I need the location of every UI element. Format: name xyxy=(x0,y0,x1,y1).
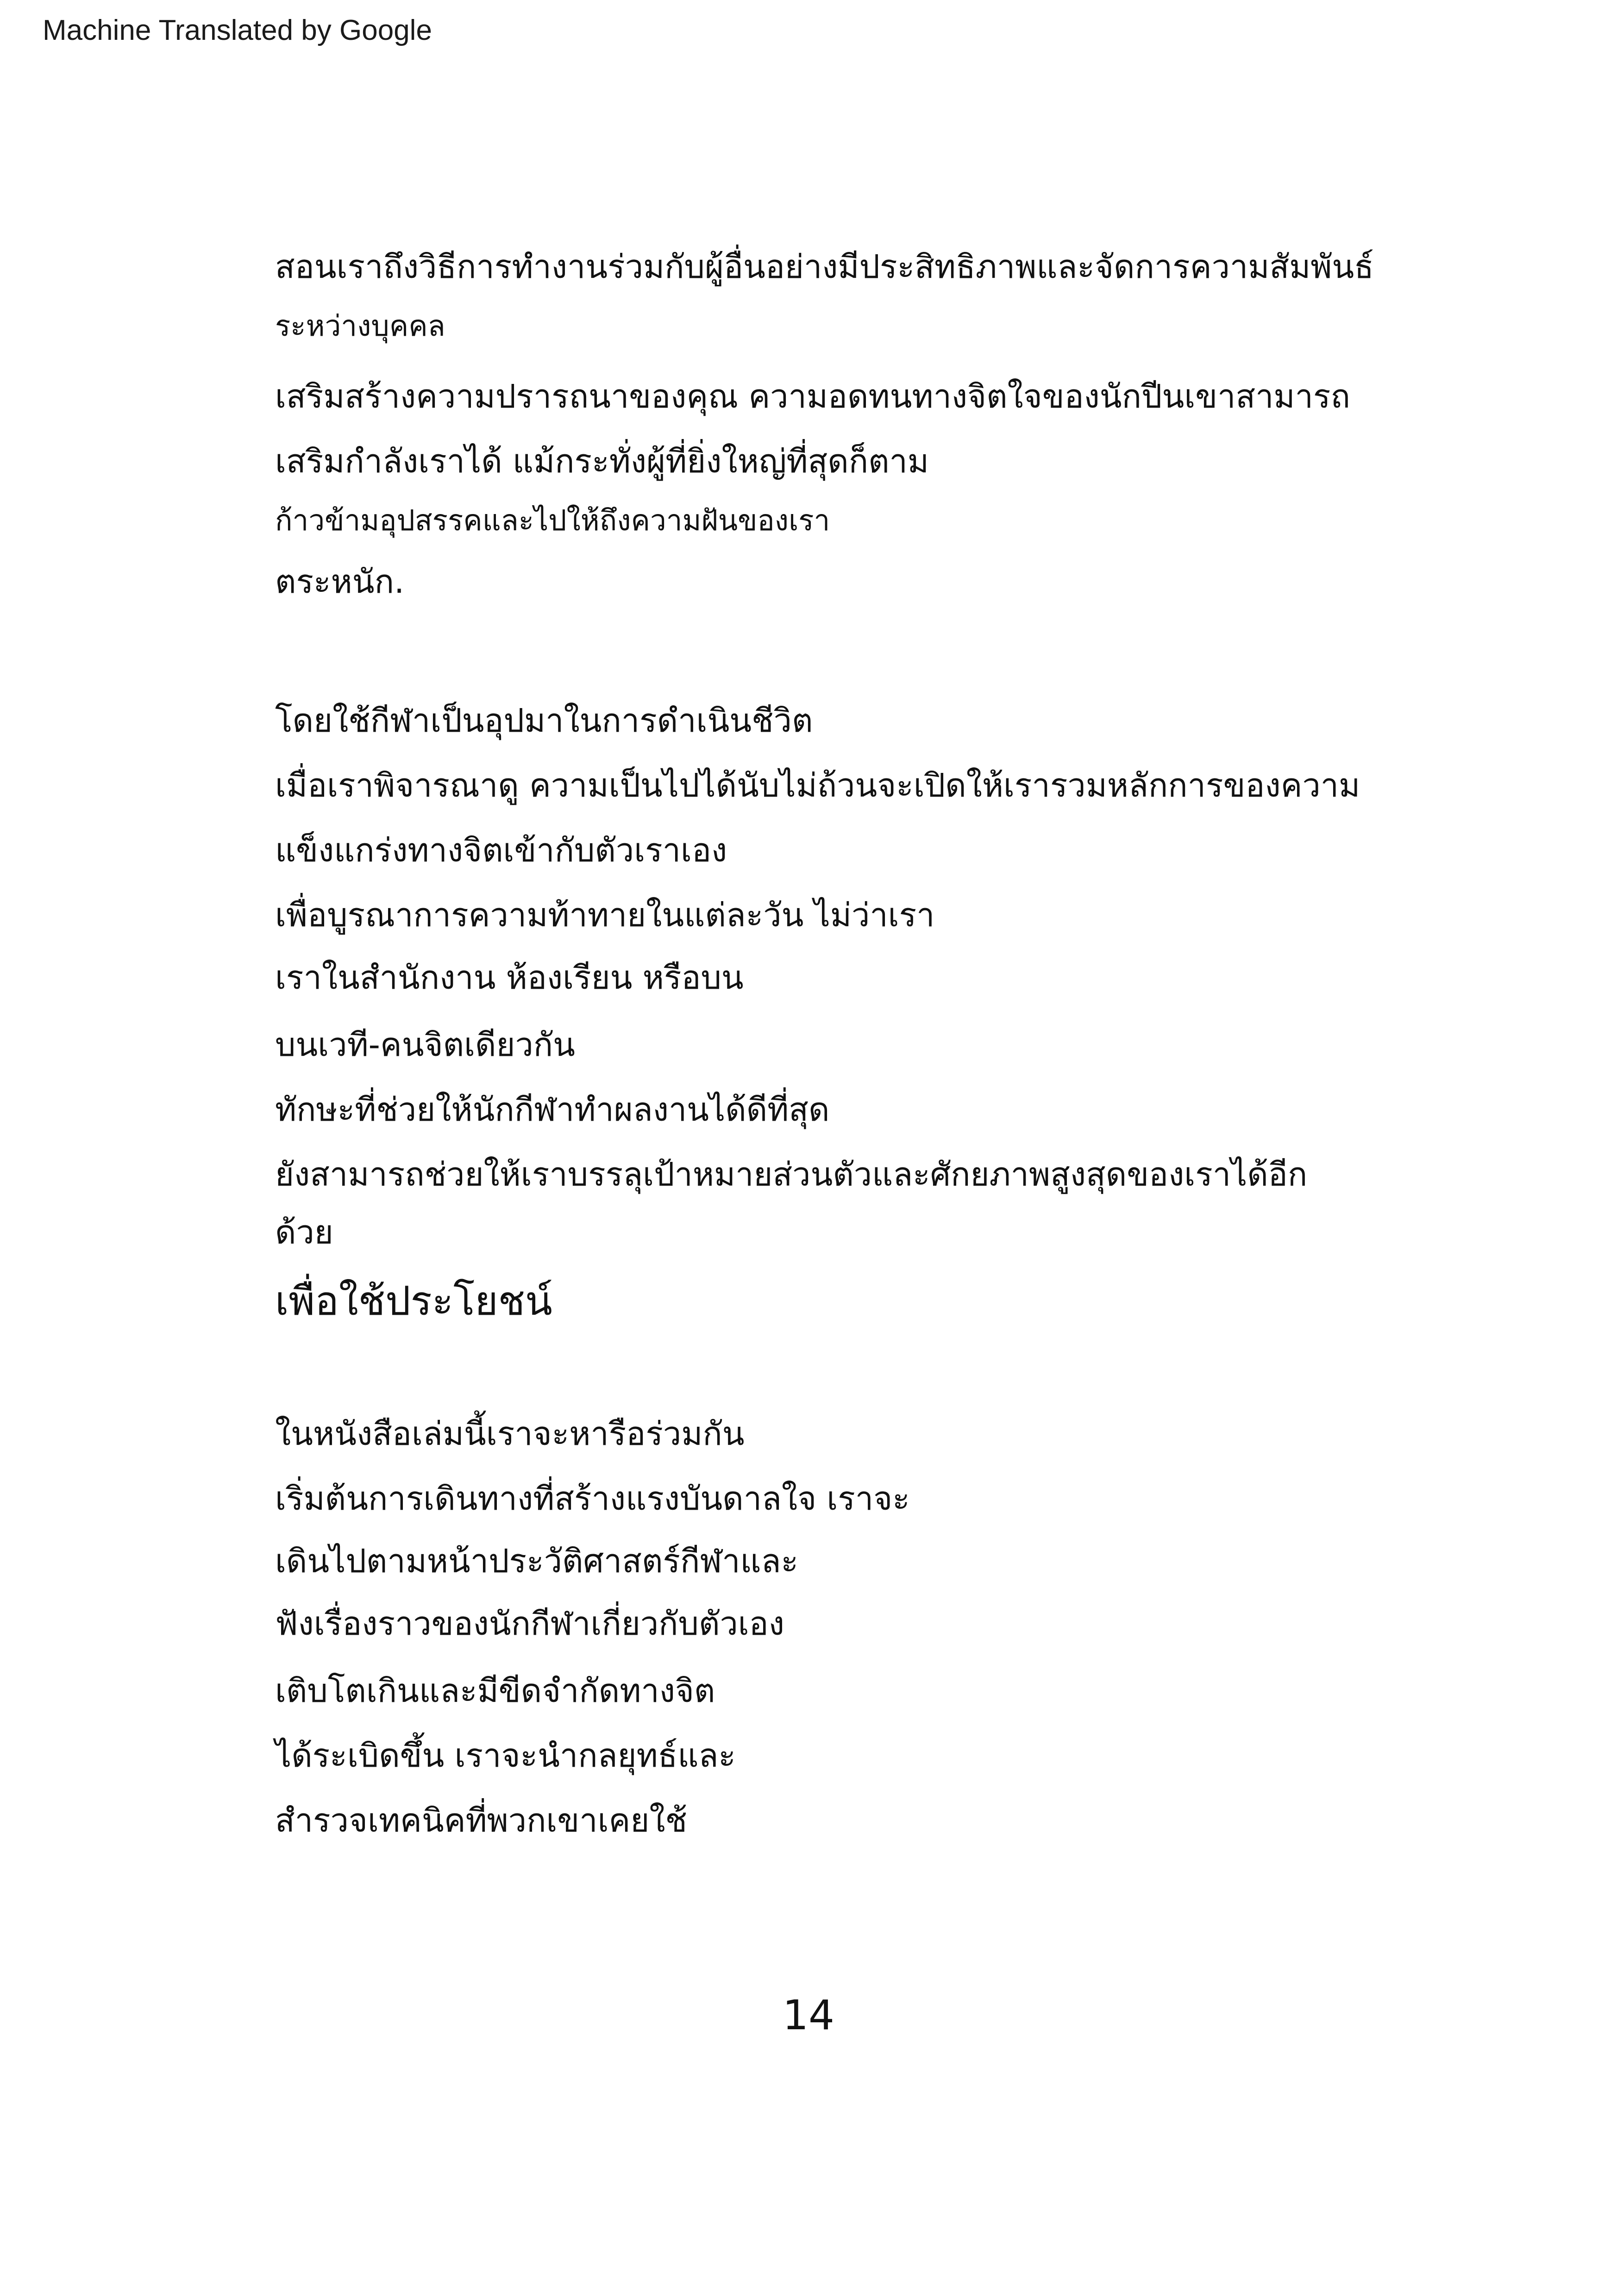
paragraph-line: ทักษะที่ช่วยให้นักกีฬาทำผลงานได้ดีที่สุด xyxy=(275,1091,830,1129)
paragraph-line: เมื่อเราพิจารณาดู ความเป็นไปได้นับไม่ถ้วนจะเปิดให้เรารวมหลักการของความ xyxy=(275,766,1360,804)
paragraph-line: บนเวที-คนจิตเดียวกัน xyxy=(275,1026,576,1064)
paragraph-line: เราในสำนักงาน ห้องเรียน หรือบน xyxy=(275,959,744,997)
paragraph-line: ด้วย xyxy=(275,1213,333,1251)
paragraph-line: เสริมสร้างความปรารถนาของคุณ ความอดทนทางจิตใจของนักปีนเขาสามารถ xyxy=(275,377,1350,415)
paragraph-line: เสริมกำลังเราได้ แม้กระทั่งผู้ที่ยิ่งใหญ่ที่สุดก็ตาม xyxy=(275,442,929,480)
paragraph-line: แข็งแกร่งทางจิตเข้ากับตัวเราเอง xyxy=(275,831,727,869)
paragraph-line: สำรวจเทคนิคที่พวกเขาเคยใช้ xyxy=(275,1801,688,1839)
page-number: 14 xyxy=(783,1991,834,2039)
paragraph-line: ฟังเรื่องราวของนักกีฬาเกี่ยวกับตัวเอง xyxy=(275,1605,784,1643)
paragraph-line: ตระหนัก. xyxy=(275,563,405,601)
paragraph-line: เดินไปตามหน้าประวัติศาสตร์กีฬาและ xyxy=(275,1542,799,1580)
paragraph-line: โดยใช้กีฬาเป็นอุปมาในการดำเนินชีวิต xyxy=(275,702,813,740)
paragraph-line: ในหนังสือเล่มนี้เราจะหารือร่วมกัน xyxy=(275,1415,745,1453)
machine-translation-notice: Machine Translated by Google xyxy=(43,14,432,46)
paragraph-line: เติบโตเกินและมีขีดจำกัดทางจิต xyxy=(275,1672,715,1710)
paragraph-line: สอนเราถึงวิธีการทำงานร่วมกับผู้อื่นอย่างมีประสิทธิภาพและจัดการความสัมพันธ์ xyxy=(275,248,1374,286)
paragraph-line: เพื่อบูรณาการความท้าทายในแต่ละวัน ไม่ว่าเรา xyxy=(275,896,935,934)
paragraph-line: ยังสามารถช่วยให้เราบรรลุเป้าหมายส่วนตัวและศักยภาพสูงสุดของเราได้อีก xyxy=(275,1155,1308,1193)
section-heading: เพื่อใช้ประโยชน์ xyxy=(275,1278,552,1324)
paragraph-line: เริ่มต้นการเดินทางที่สร้างแรงบันดาลใจ เราจะ xyxy=(275,1480,910,1518)
paragraph-line: ระหว่างบุคคล xyxy=(275,309,445,343)
paragraph-line: ก้าวข้ามอุปสรรคและไปให้ถึงความฝันของเรา xyxy=(275,503,830,537)
paragraph-line: ได้ระเบิดขึ้น เราจะนำกลยุทธ์และ xyxy=(275,1737,736,1775)
